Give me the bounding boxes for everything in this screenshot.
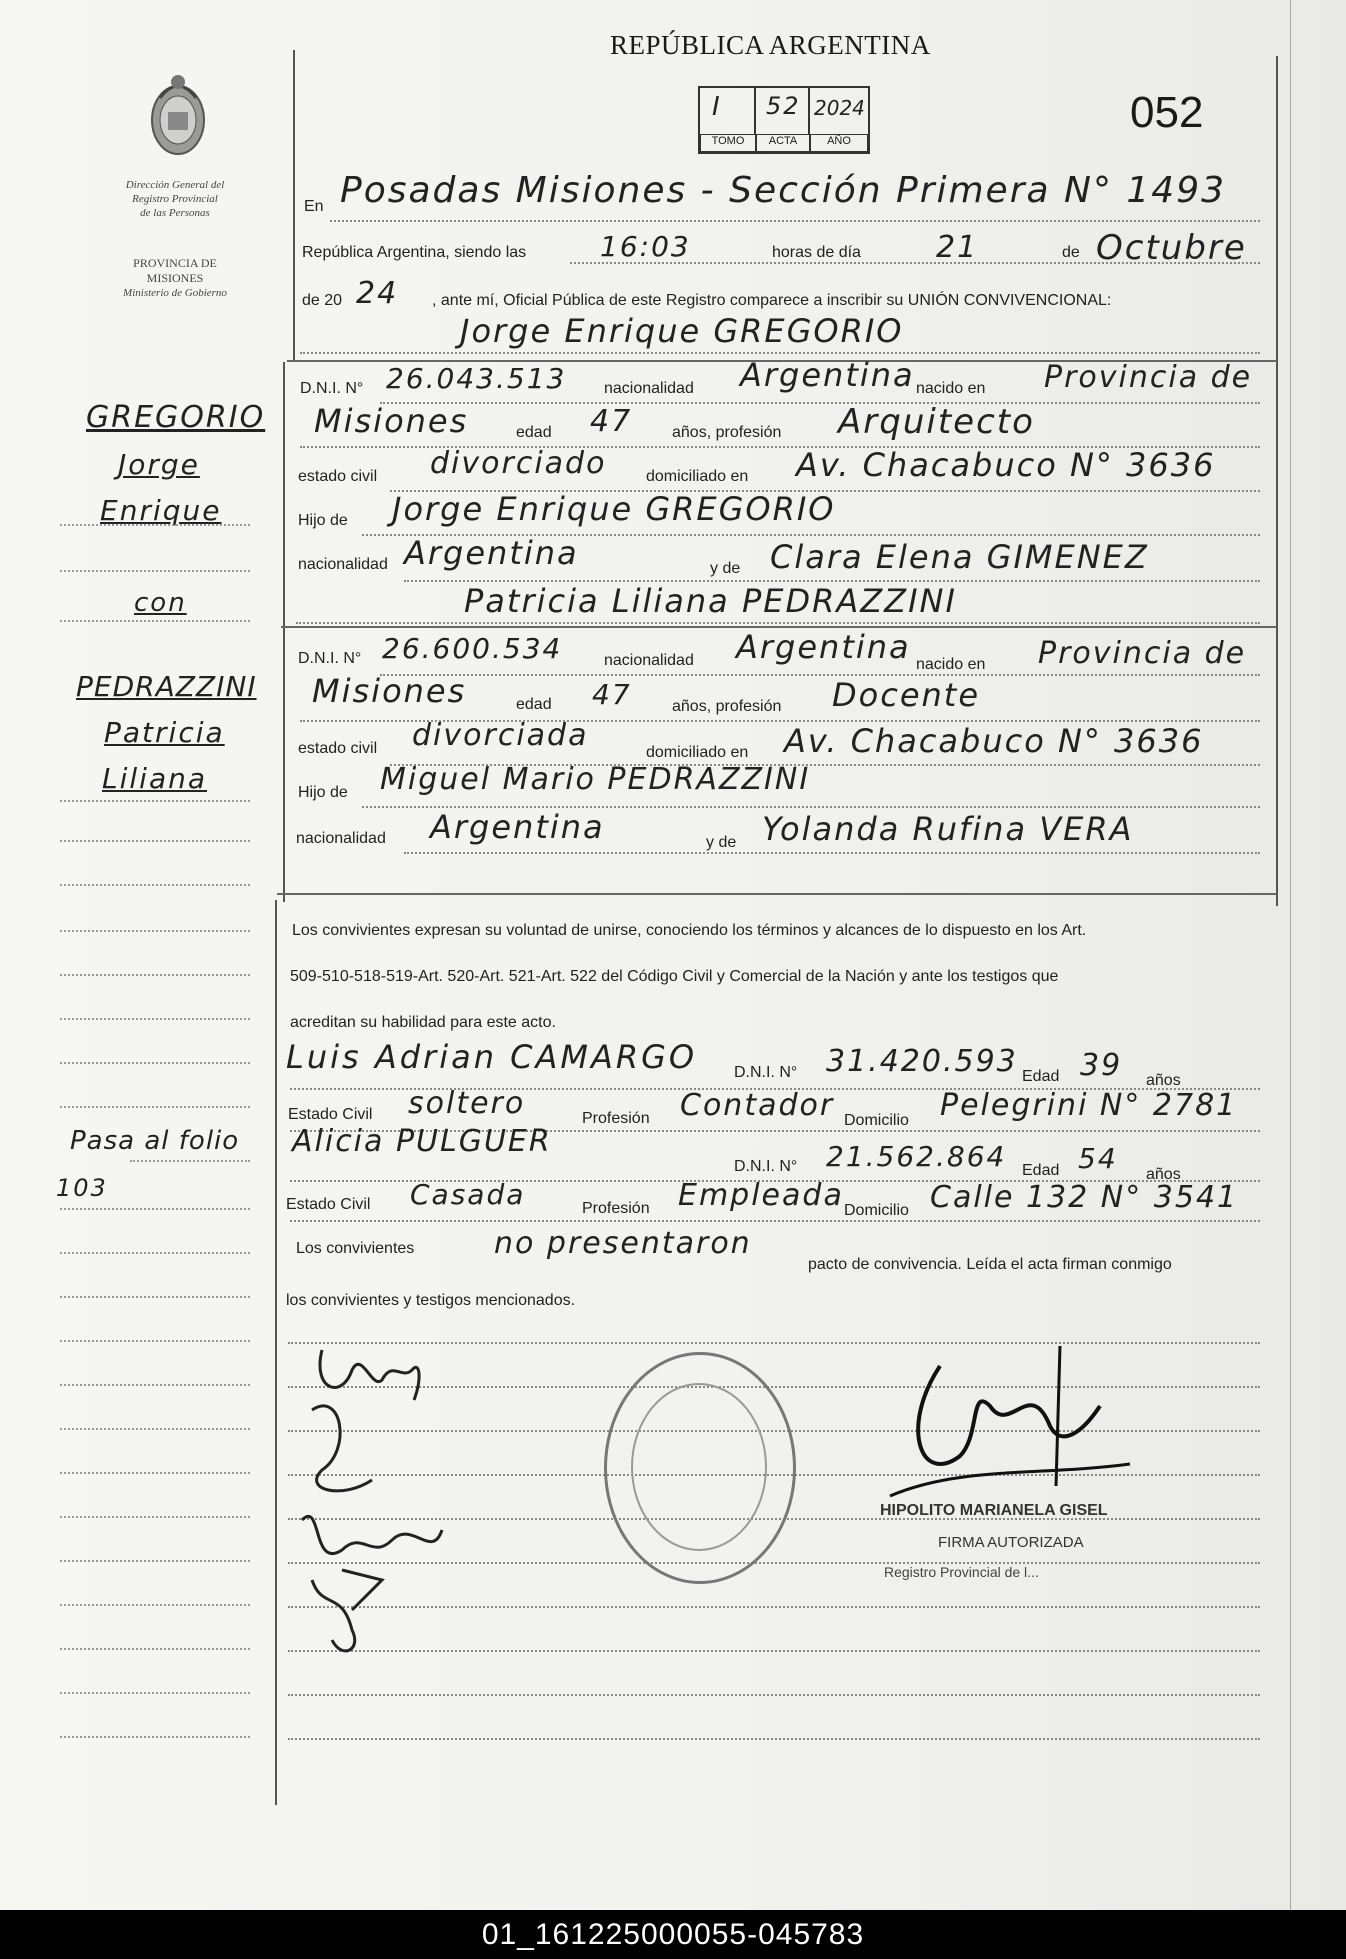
w1-dom-label: Domicilio (844, 1112, 909, 1129)
org-name: Dirección General del Registro Provincial de las Personas (125, 179, 225, 219)
closing-conv-label: Los convivientes (296, 1240, 415, 1257)
page-edge (1290, 0, 1291, 1910)
place-value: Posadas Misiones - Sección Primera N° 1493 (340, 170, 1227, 211)
margin-name2-a: PEDRAZZINI (76, 670, 257, 703)
p1-nacp-label: nacionalidad (298, 556, 388, 573)
divider-legal (277, 893, 1277, 895)
w1-prof: Contador (680, 1088, 835, 1123)
w1-dni-label: D.N.I. N° (734, 1064, 798, 1081)
w1-edad-label: Edad (1022, 1068, 1060, 1085)
p2-madre: Yolanda Rufina VERA (762, 810, 1134, 848)
tomo-acta-box (698, 86, 870, 154)
legal-line1: Los convivientes expresan su voluntad de unirse, conociendo los términos y alcances de lo dispuesto en los Art. (292, 922, 1087, 939)
closing-pacto-text: pacto de convivencia. Leída el acta firman conmigo (808, 1256, 1172, 1273)
margin-name2-b: Patricia (104, 716, 225, 749)
anio-value: 2024 (814, 96, 865, 120)
margin-name2-c: Liliana (102, 762, 207, 795)
p1-edad-label: edad (516, 424, 552, 441)
p1-nacido-a: Provincia de (1044, 360, 1253, 395)
p2-dni: 26.600.534 (382, 632, 563, 665)
p2-dom: Av. Chacabuco N° 3636 (784, 722, 1204, 760)
tomo-value: I (712, 92, 722, 122)
p1-nacido-label: nacido en (916, 380, 986, 397)
w2-prof-label: Profesión (582, 1200, 650, 1217)
frame-left-mid (283, 362, 285, 902)
margin-con: con (134, 588, 187, 618)
official-signature (880, 1346, 1140, 1516)
p2-prof: Docente (832, 676, 981, 714)
margin-name1-b: Jorge (118, 448, 200, 481)
p2-nac: Argentina (736, 628, 911, 666)
p1-edad: 47 (590, 404, 633, 439)
p2-dom-label: domiciliado en (646, 744, 749, 761)
horas-label: horas de día (772, 244, 861, 261)
w2-estado-label: Estado Civil (286, 1196, 371, 1213)
p2-nacido-a: Provincia de (1038, 636, 1247, 671)
rep-label: República Argentina, siendo las (302, 244, 527, 261)
w2-anos-label: años (1146, 1166, 1181, 1183)
w2-edad-label: Edad (1022, 1162, 1060, 1179)
p1-padre: Jorge Enrique GREGORIO (392, 490, 836, 528)
margin-note-a: Pasa al folio (70, 1126, 240, 1156)
registry-seal (604, 1352, 796, 1584)
official-office: Registro Provincial de l... (884, 1564, 1039, 1580)
closing-line2: los convivientes y testigos mencionados. (286, 1292, 576, 1309)
province-name: PROVINCIA DE MISIONES Ministerio de Gobierno (123, 256, 227, 299)
legal-line2: 509-510-518-519-Art. 520-Art. 521-Art. 522 del Código Civil y Comercial de la Nación y ante los testigos que (290, 968, 1059, 985)
p1-dom-label: domiciliado en (646, 468, 749, 485)
year-suffix: 24 (356, 276, 399, 311)
margin-note-b: 103 (56, 1174, 108, 1202)
p1-madre: Clara Elena GIMENEZ (770, 538, 1149, 576)
w2-dni-label: D.N.I. N° (734, 1158, 798, 1175)
acta-value: 52 (766, 92, 801, 120)
frame-left-bottom (275, 900, 277, 1805)
p2-edad: 47 (592, 678, 632, 711)
de-label: de (1062, 244, 1080, 261)
p1-nacido-b: Misiones (314, 402, 469, 440)
w2-estado: Casada (410, 1178, 526, 1211)
p1-dni-label: D.N.I. N° (300, 380, 364, 397)
p2-yde-label: y de (706, 834, 737, 851)
frame-left-top (293, 50, 295, 362)
day-value: 21 (936, 230, 979, 265)
p2-dni-label: D.N.I. N° (298, 650, 362, 667)
tomo-label: TOMO (700, 134, 756, 152)
w1-anos-label: años (1146, 1072, 1181, 1089)
page-title: REPÚBLICA ARGENTINA (610, 30, 931, 60)
p2-edad-label: edad (516, 696, 552, 713)
w2-dom: Calle 132 N° 3541 (930, 1180, 1239, 1215)
frame-right (1276, 56, 1278, 906)
p2-nacido-b: Misiones (312, 672, 467, 710)
p1-estado: divorciado (430, 446, 607, 481)
en-label: En (304, 198, 324, 215)
p2-nacp-label: nacionalidad (296, 830, 386, 847)
p1-dom: Av. Chacabuco N° 3636 (796, 446, 1216, 484)
w2-prof: Empleada (678, 1178, 844, 1213)
w1-edad: 39 (1080, 1048, 1123, 1083)
file-id-footer: 01_161225000055-045783 (0, 1910, 1346, 1959)
w1-name: Luis Adrian CAMARGO (286, 1038, 698, 1076)
person2-name: Patricia Liliana PEDRAZZINI (464, 582, 957, 620)
p2-padre: Miguel Mario PEDRAZZINI (380, 762, 811, 797)
official-title: FIRMA AUTORIZADA (938, 1534, 1084, 1551)
closing-pacto: no presentaron (494, 1226, 752, 1261)
p1-estado-label: estado civil (298, 468, 378, 485)
w2-edad: 54 (1078, 1142, 1118, 1175)
month-value: Octubre (1096, 228, 1247, 268)
year-prefix: de 20 (302, 292, 343, 309)
w1-prof-label: Profesión (582, 1110, 650, 1127)
legal-line3: acreditan su habilidad para este acto. (290, 1014, 556, 1031)
w1-dom: Pelegrini N° 2781 (940, 1088, 1238, 1123)
p2-nacp: Argentina (430, 808, 605, 846)
p2-estado-label: estado civil (298, 740, 378, 757)
w1-estado-label: Estado Civil (288, 1106, 373, 1123)
p1-nacp: Argentina (404, 534, 579, 572)
margin-name1-c: Enrique (100, 494, 222, 527)
p2-hijo-label: Hijo de (298, 784, 348, 801)
p2-estado: divorciada (412, 718, 589, 753)
intro-text: , ante mí, Oficial Pública de este Registro comparece a inscribir su UNIÓN CONVIVENCIONAL: (432, 292, 1112, 309)
p1-yde-label: y de (710, 560, 741, 577)
w1-estado: soltero (408, 1086, 526, 1121)
time-value: 16:03 (600, 230, 691, 263)
p1-prof-label: años, profesión (672, 424, 782, 441)
coat-of-arms-icon (140, 68, 216, 168)
w2-name: Alicia PULGUER (292, 1124, 552, 1159)
p1-hijo-label: Hijo de (298, 512, 348, 529)
p2-nac-label: nacionalidad (604, 652, 694, 669)
p2-prof-label: años, profesión (672, 698, 782, 715)
margin-name1-a: GREGORIO (86, 400, 266, 435)
convivientes-signatures (282, 1330, 462, 1670)
w2-dni: 21.562.864 (826, 1140, 1007, 1173)
acta-label: ACTA (756, 134, 810, 152)
p1-nac: Argentina (740, 356, 915, 394)
w2-dom-label: Domicilio (844, 1202, 909, 1219)
p1-nac-label: nacionalidad (604, 380, 694, 397)
official-name: HIPOLITO MARIANELA GISEL (880, 1502, 1108, 1519)
w1-dni: 31.420.593 (826, 1044, 1018, 1079)
p2-nacido-label: nacido en (916, 656, 986, 673)
p1-dni: 26.043.513 (386, 362, 567, 395)
p1-prof: Arquitecto (838, 402, 1035, 442)
anio-label: AÑO (810, 134, 868, 152)
record-number: 052 (1130, 88, 1204, 137)
person1-name: Jorge Enrique GREGORIO (460, 312, 904, 350)
